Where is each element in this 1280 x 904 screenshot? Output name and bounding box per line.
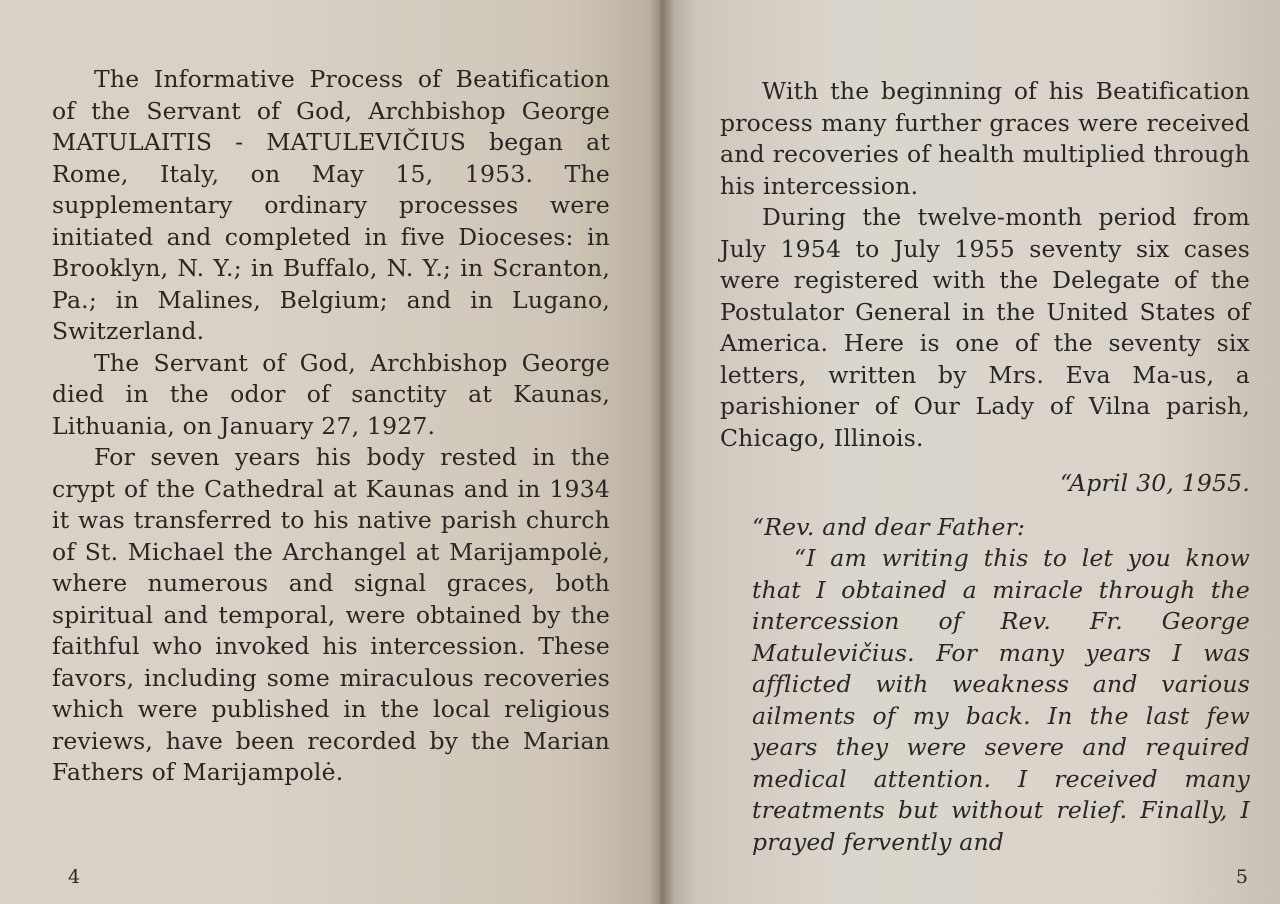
page-number-left: 4 — [68, 866, 81, 888]
letter-block — [720, 512, 1250, 859]
letter-body: “I am writing this to let you know that I obtained a miracle through the intercession of Rev. Fr. George Matulevičius. For many years I was afflicted with weakness and various ailments of my back. In the last few years they were severe and required medical attention. I received many treatments but without relief. Finally, I prayed fervently and — [752, 544, 1250, 856]
right-paragraph-2: During the twelve-month period from July 1954 to July 1955 seventy six cases were registered with the Delegate of the Postulator General in the United States of America. Here is one of the seventy six letters, written by Mrs. Eva Ma-us, a parishioner of Our Lady of Vilna parish, Chicago, Illinois. — [720, 203, 1250, 452]
page-number-right: 5 — [1235, 866, 1248, 888]
right-paragraph-1: With the beginning of his Beatification process many further graces were received and recoveries of health multiplied through his intercession. — [720, 77, 1250, 200]
left-paragraph-3: For seven years his body rested in the crypt of the Cathedral at Kaunas and in 1934 it was transferred to his native parish church of St. Michael the Archangel at Marijampolė, where numerous and signal graces, both spiritual and temporal, were obtained by the faithful who invoked his intercession. These favors, including some miraculous recoveries which were published in the local religious reviews, have been recorded by the Marian Fathers of Marijampolė. — [52, 443, 610, 786]
letter-date: “April 30, 1955. — [1059, 469, 1250, 497]
right-page — [660, 0, 1280, 904]
letter-salutation: “Rev. and dear Father: — [752, 512, 1026, 541]
book-gutter — [648, 0, 674, 904]
left-paragraph-2: The Servant of God, Archbishop George died in the odor of sanctity at Kaunas, Lithuania, on January 27, 1927. — [52, 348, 610, 440]
left-paragraph-1: The Informative Process of Beatification of the Servant of God, Archbishop George MATULAITIS - MATULEVIČIUS began at Rome, Italy, on May 15, 1953. The supplementary ordinary processes were initiated and completed in five Dioceses: in Brooklyn, N. Y.; in Buffalo, N. Y.; in Scranton, Pa.; in Malines, Belgium; and in Lugano, Switzerland. — [52, 65, 610, 345]
